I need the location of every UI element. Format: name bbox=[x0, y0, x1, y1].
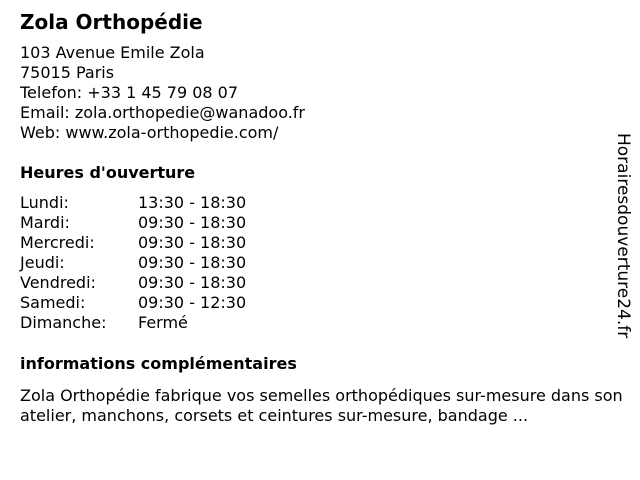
opening-hours-heading: Heures d'ouverture bbox=[20, 163, 196, 182]
time-range: 09:30 - 18:30 bbox=[138, 233, 247, 252]
time-range: 09:30 - 18:30 bbox=[138, 273, 247, 292]
website-url: Web: www.zola-orthopedie.com/ bbox=[20, 123, 279, 142]
day-label: Samedi: bbox=[20, 293, 86, 312]
hours-row-saturday bbox=[20, 293, 320, 313]
time-range: Fermé bbox=[138, 313, 188, 332]
site-watermark: Horairesdouverture24.fr bbox=[613, 133, 633, 339]
watermark-container bbox=[611, 133, 635, 345]
day-label: Dimanche: bbox=[20, 313, 107, 332]
hours-row-thursday bbox=[20, 253, 320, 273]
time-range: 09:30 - 18:30 bbox=[138, 213, 247, 232]
day-label: Mercredi: bbox=[20, 233, 95, 252]
hours-row-friday bbox=[20, 273, 320, 293]
business-description: Zola Orthopédie fabrique vos semelles orthopédiques sur-mesure dans son atelier, manchons, corsets et ceintures sur-mesure, bandage ... bbox=[20, 386, 623, 425]
phone-number: Telefon: +33 1 45 79 08 07 bbox=[20, 83, 239, 102]
hours-row-tuesday bbox=[20, 213, 320, 233]
hours-row-sunday bbox=[20, 313, 320, 333]
hours-row-monday bbox=[20, 193, 320, 213]
opening-hours-list bbox=[20, 193, 320, 333]
address-city: 75015 Paris bbox=[20, 63, 115, 82]
address-street: 103 Avenue Emile Zola bbox=[20, 43, 205, 62]
time-range: 09:30 - 12:30 bbox=[138, 293, 247, 312]
contact-block bbox=[20, 43, 305, 143]
email-address: Email: zola.orthopedie@wanadoo.fr bbox=[20, 103, 305, 122]
day-label: Mardi: bbox=[20, 213, 70, 232]
business-name: Zola Orthopédie bbox=[20, 10, 203, 34]
time-range: 13:30 - 18:30 bbox=[138, 193, 247, 212]
day-label: Jeudi: bbox=[20, 253, 65, 272]
hours-row-wednesday bbox=[20, 233, 320, 253]
time-range: 09:30 - 18:30 bbox=[138, 253, 247, 272]
day-label: Lundi: bbox=[20, 193, 69, 212]
additional-info-heading: informations complémentaires bbox=[20, 354, 297, 373]
day-label: Vendredi: bbox=[20, 273, 96, 292]
